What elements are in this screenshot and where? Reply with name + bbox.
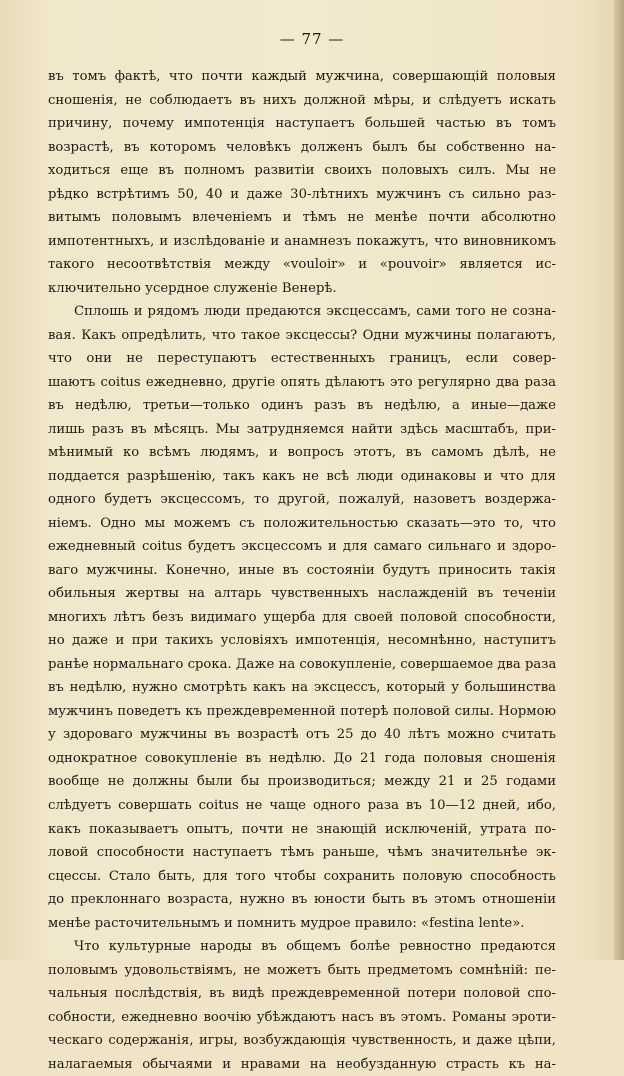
text-line: возрастѣ, въ которомъ человѣкъ долженъ былъ бы собственно на- [48,139,556,155]
text-line: витымъ половымъ влеченіемъ и тѣмъ не менѣе почти абсолютно [48,210,556,226]
text-line: многихъ лѣтъ безъ видимаго ущерба для своей половой способности, [48,609,556,625]
text-line: такого несоотвѣтствія между «vouloir» и «pouvoir» является ис- [48,257,556,273]
text-line: Сплошь и рядомъ люди предаются эксцессамъ, сами того не созна- [74,304,556,320]
text-line: вая. Какъ опредѣлить, что такое эксцессы? Одни мужчины полагаютъ, [48,327,556,343]
text-line: причину, почему импотенція наступаетъ большей частью въ томъ [48,116,556,132]
text-line: лишь разъ въ мѣсяцъ. Мы затрудняемся найти здѣсь масштабъ, при- [48,421,556,437]
text-line: мѣнимый ко всѣмъ людямъ, и вопросъ этотъ, въ самомъ дѣлѣ, не [48,445,556,461]
text-line: мужчинъ поведетъ къ преждевременной потерѣ половой силы. Нормою [48,703,556,719]
text-line: въ недѣлю, третьи—только одинъ разъ въ недѣлю, а иные—даже [48,398,556,414]
text-line: ежедневный coitus будетъ эксцессомъ и для самаго сильнаго и здоро- [48,539,556,555]
text-line: вообще не должны были бы производиться; между 21 и 25 годами [48,774,556,790]
text-line: менѣе расточительнымъ и помнить мудрое правило: «festina lente». [48,915,525,931]
text-line: сношенія, не соблюдаетъ въ нихъ должной мѣры, и слѣдуетъ искать [48,92,556,108]
text-line: однократное совокупленіе въ недѣлю. До 21 года половыя сношенія [48,750,556,766]
text-line: обильныя жертвы на алтарь чувственныхъ наслажденій въ теченіи [48,586,556,602]
text-line: налагаемыя обычаями и нравами на необузданную страсть къ на- [48,1056,556,1072]
text-line: слѣдуетъ совершать coitus не чаще одного раза въ 10—12 дней, ибо, [48,797,556,813]
text-line: до преклоннаго возраста, нужно въ юности быть въ этомъ отношеніи [48,892,556,908]
text-line: одного будетъ эксцессомъ, то другой, пожалуй, назоветъ воздержа- [48,492,556,508]
text-line: шаютъ coitus ежедневно, другіе опять дѣлаютъ это регулярно два раза [48,374,556,390]
body-text [48,65,556,1076]
text-line: что они не переступаютъ естественныхъ границъ, если совер- [48,351,556,367]
text-line: Что культурные народы въ общемъ болѣе ревностно предаются [74,939,556,955]
text-line: ходиться еще въ полномъ развитіи своихъ половыхъ силъ. Мы не [48,163,556,179]
text-line: собности, ежедневно воочію убѣждаютъ насъ въ этомъ. Романы эроти- [48,1009,556,1025]
text-line: половымъ удовольствіямъ, не можетъ быть предметомъ сомнѣній: пе- [48,962,556,978]
text-line: чальныя послѣдствія, въ видѣ преждевременной потери половой спо- [48,986,556,1002]
text-line: ваго мужчины. Конечно, иные въ состояніи будутъ приносить такія [48,562,556,578]
text-line: въ недѣлю, нужно смотрѣть какъ на эксцессъ, который у большинства [48,680,556,696]
text-line: какъ показываетъ опытъ, почти не знающій исключеній, утрата по- [48,821,556,837]
text-line: ловой способности наступаетъ тѣмъ раньше, чѣмъ значительнѣе эк- [48,845,556,861]
text-line: въ томъ фактѣ, что почти каждый мужчина, совершающій половыя [48,69,556,84]
page-edge-shadow [614,0,624,960]
text-line: поддается разрѣшенію, такъ какъ не всѣ люди одинаковы и что для [48,468,556,484]
page-number: — 77 — [279,30,345,48]
text-line: но даже и при такихъ условіяхъ импотенція, несомнѣнно, наступитъ [48,633,556,649]
text-line: сцессы. Стало быть, для того чтобы сохранить половую способность [48,868,556,884]
text-line: рѣдко встрѣтимъ 50, 40 и даже 30-лѣтнихъ мужчинъ съ сильно раз- [48,186,556,202]
text-line: импотентныхъ, и изслѣдованіе и анамнезъ покажутъ, что виновникомъ [48,233,556,249]
text-line: ческаго содержанія, игры, возбуждающія чувственность, и даже цѣпи, [48,1033,556,1049]
text-line: ранѣе нормальнаго срока. Даже на совокупленіе, совершаемое два раза [48,656,557,672]
text-line: ніемъ. Одно мы можемъ съ положительностью сказать—это то, что [48,515,556,531]
text-line: у здороваго мужчины въ возрастѣ отъ 25 до 40 лѣтъ можно считать [48,727,556,743]
text-line: ключительно усердное служеніе Венерѣ. [48,280,337,296]
